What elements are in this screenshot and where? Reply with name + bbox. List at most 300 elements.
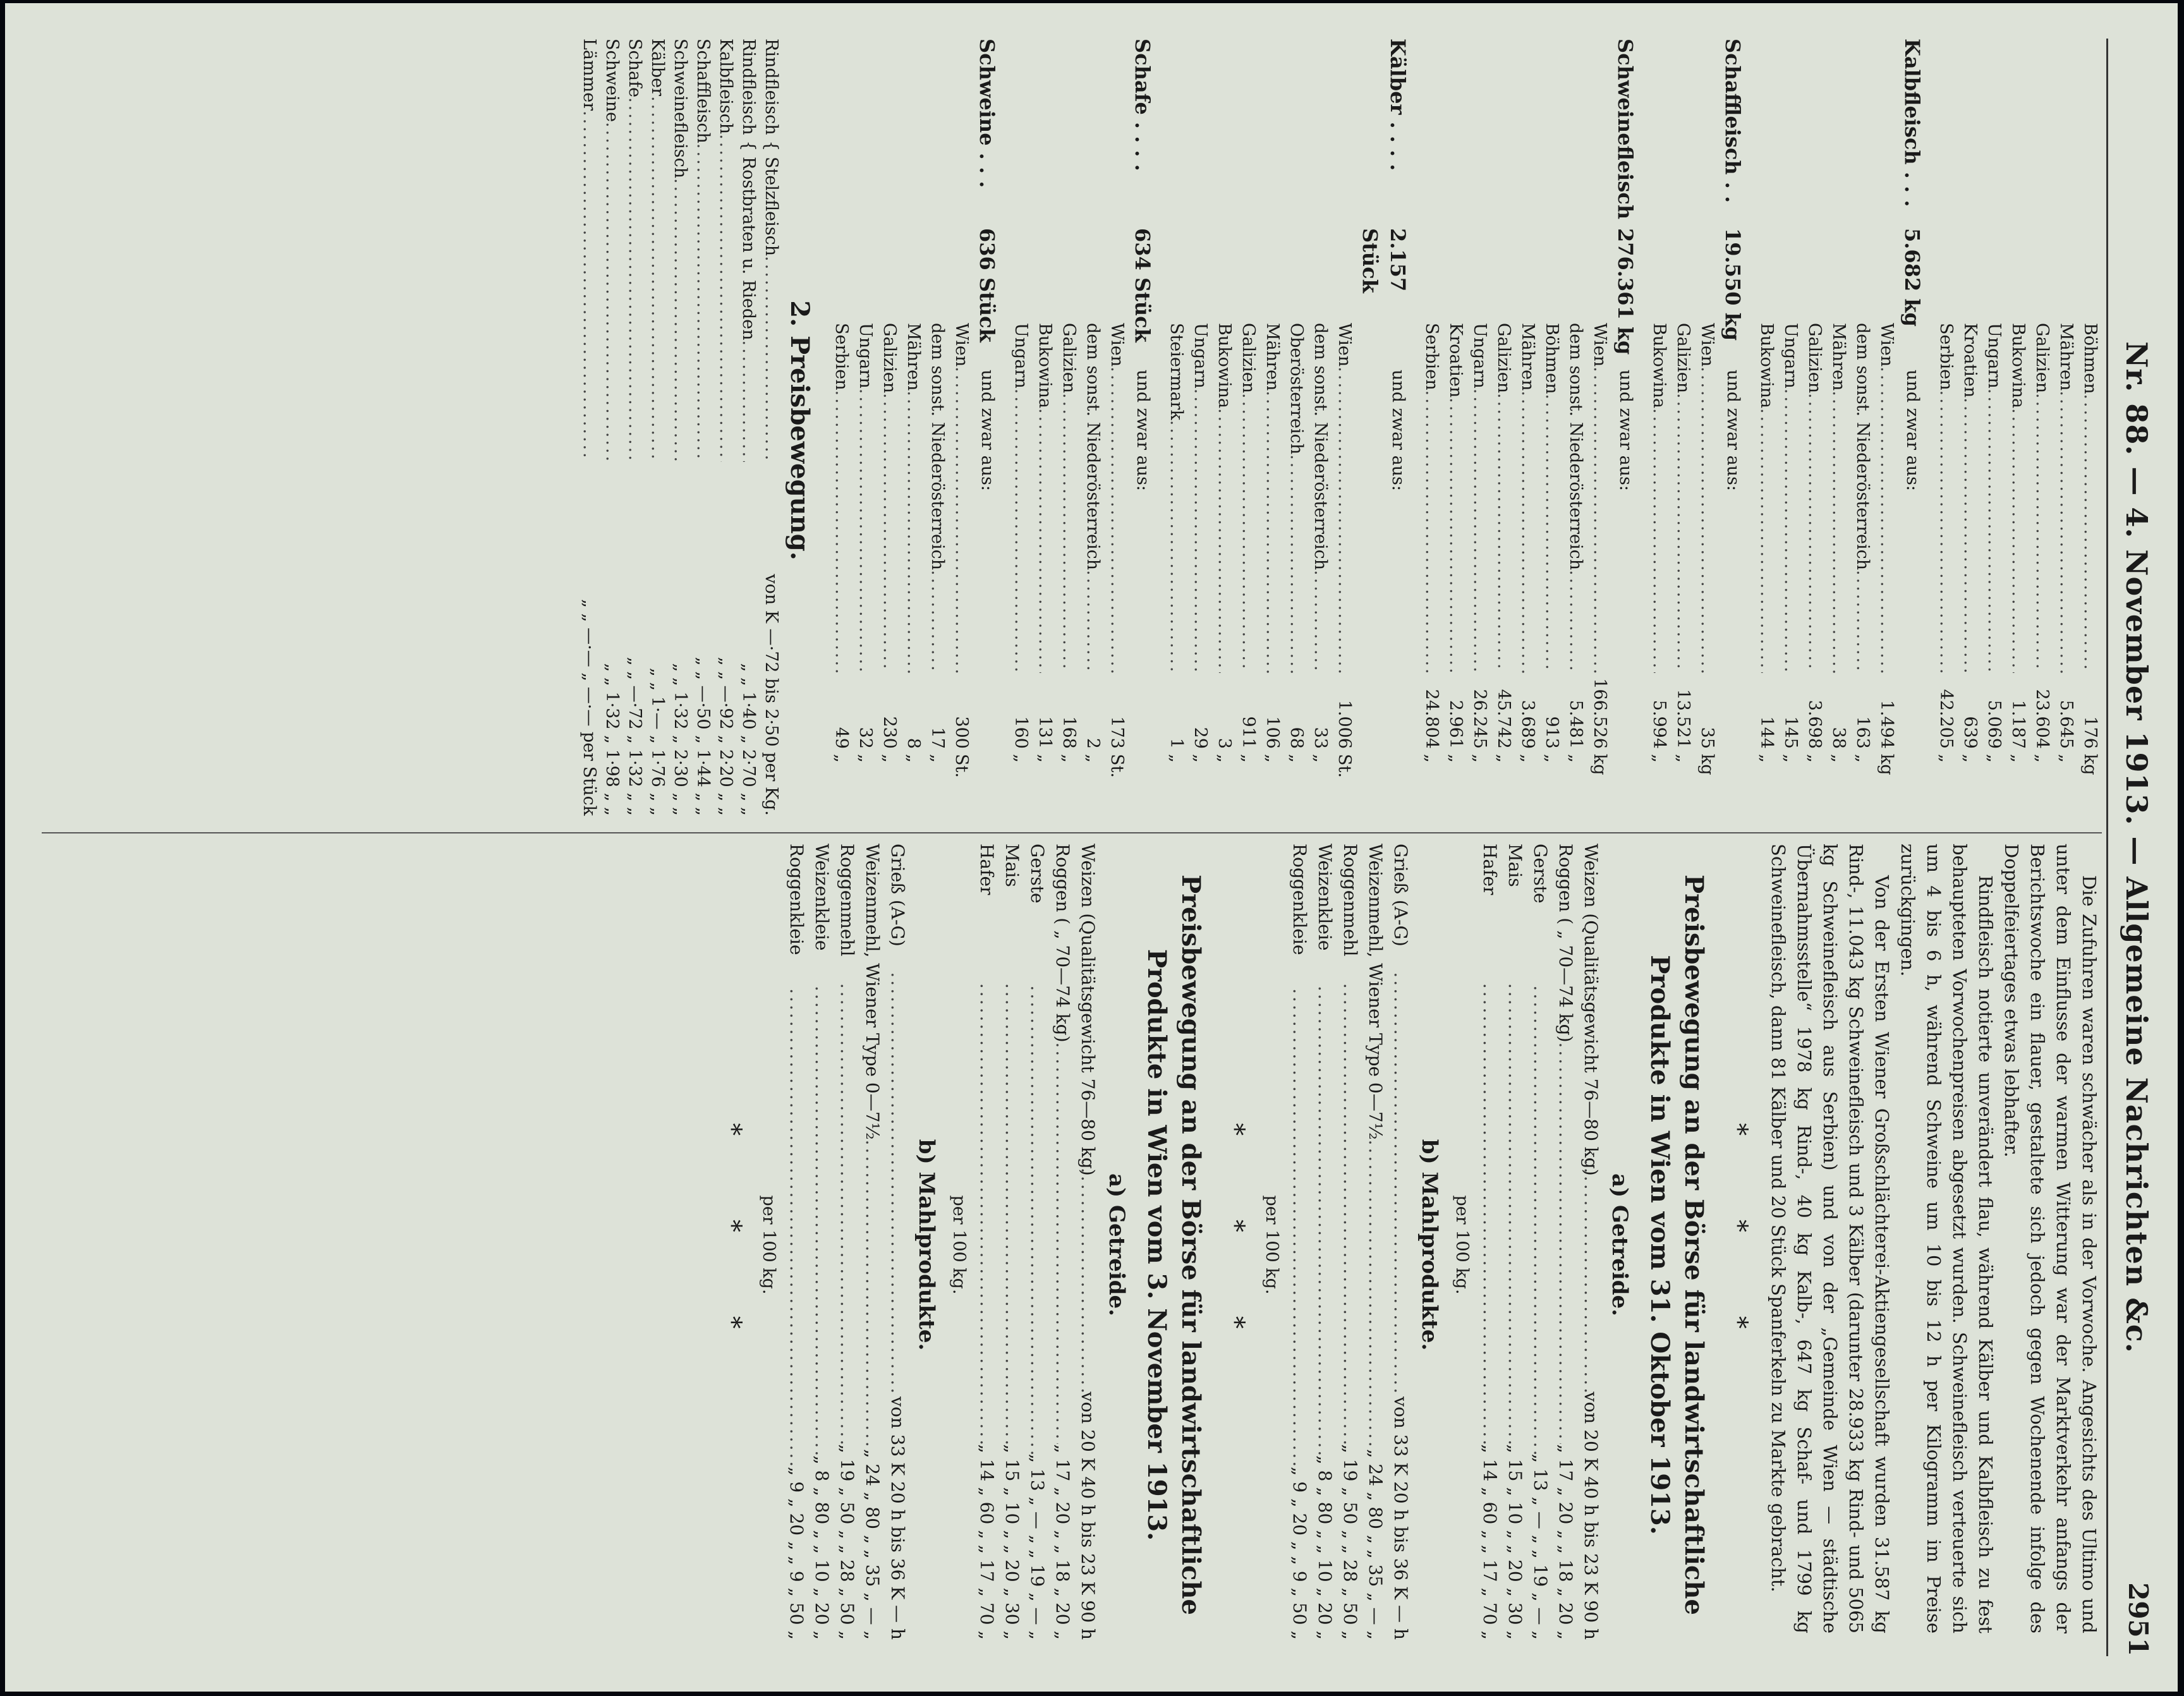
leader-dots	[999, 983, 1024, 1444]
leader-dots	[853, 389, 877, 673]
leader-dots	[1081, 570, 1105, 673]
price-item: Rindfleisch { Rostbraten u. Rieden	[739, 39, 758, 341]
product-name: Grieß (A-G)	[887, 844, 908, 947]
product-name: Weizen (Qualitätsgewicht 76—80 kg)	[1580, 844, 1601, 1176]
price-range: „ „ 1·32 „ 1·98 „ „	[602, 663, 622, 816]
leader-dots	[1105, 366, 1129, 673]
origin-name: Kroatien	[1960, 323, 1980, 398]
leader-dots	[1874, 366, 1898, 673]
leader-dots	[1057, 393, 1081, 673]
origin-row	[2030, 323, 2054, 784]
product-name: Mais	[1505, 844, 1526, 887]
leader-dots	[1312, 986, 1337, 1455]
origin-row	[1647, 323, 1671, 784]
origin-amount: 1.187	[2008, 700, 2028, 749]
product-name: Weizenkleie	[1314, 844, 1335, 951]
commodity-total: 19.550 kg	[1721, 228, 1745, 341]
price-row	[578, 39, 600, 822]
supply-group	[1647, 39, 1747, 822]
leader-dots	[1934, 391, 1958, 673]
leader-dots	[2078, 394, 2102, 673]
origin-amount: 300	[952, 716, 971, 749]
origin-row	[1188, 323, 1212, 784]
price-range: „ „ —·72 „ 1·32 „ „	[625, 657, 645, 816]
origin-name: Mähren	[1263, 323, 1282, 391]
leader-dots	[1754, 408, 1778, 673]
origin-amount: 23.604	[2032, 689, 2052, 749]
price-row	[691, 39, 714, 822]
origin-amount: 166.526	[1590, 678, 1610, 749]
origin-unit: „	[1566, 754, 1586, 763]
origin-name: Kroatien	[1446, 323, 1465, 398]
origin-unit: „	[1984, 754, 2004, 763]
product-price: „ 13 „ — „ „ 19 „ — „	[1530, 1453, 1551, 1640]
supply-group-header	[1611, 39, 1639, 822]
origin-unit: „	[1470, 754, 1489, 763]
origin-unit: „	[880, 754, 899, 763]
origin-row	[1850, 323, 1874, 784]
origin-unit: kg	[1697, 754, 1717, 775]
origin-amount: 5.994	[1649, 700, 1669, 749]
origin-name: dem sonst. Niederösterreich	[1311, 323, 1330, 571]
leader-dots	[1477, 983, 1502, 1444]
product-price: „ 9 „ 20 „ „ 9 „ 50 „	[786, 1466, 807, 1640]
separator-stars: * * *	[1723, 1123, 1752, 1367]
leader-dots	[714, 134, 737, 462]
origin-unit: „	[1518, 754, 1538, 763]
origin-list	[1164, 323, 1356, 784]
product-price: von 33 K 20 h bis 36 K — h	[1390, 1396, 1411, 1640]
origin-row	[1081, 323, 1105, 784]
origin-amount: 3.698	[1805, 700, 1824, 749]
price-item: Kalbfleisch	[716, 39, 736, 135]
origin-unit: „	[1167, 754, 1186, 763]
header-rule	[2106, 39, 2108, 1656]
unit-note: per 100 kg.	[759, 1195, 779, 1295]
origin-row	[949, 323, 973, 784]
right-column	[42, 844, 2102, 1646]
origin-amount: 1	[1167, 737, 1186, 749]
origin-unit: „	[1649, 754, 1669, 763]
origin-unit: „	[1781, 754, 1800, 763]
supply-group-header	[1719, 39, 1747, 822]
leader-dots	[1527, 985, 1553, 1453]
origin-row	[1236, 323, 1260, 784]
price-item: Schafe	[625, 39, 645, 98]
origin-amount: 1.006	[1335, 700, 1354, 749]
exchange-price-row	[1050, 844, 1075, 1646]
leader-dots	[1553, 1043, 1578, 1445]
origin-amount: 17	[928, 727, 947, 749]
exchange-price-row	[1477, 844, 1502, 1646]
product-price: „ 8 „ 80 „ „ 10 „ 20 „	[1314, 1455, 1335, 1640]
exchange-report-title-oct31: Preisbewegung an der Börse für landwirtschaftliche Produkte in Wien vom 31. Oktober 1913.	[1645, 875, 1709, 1615]
origin-amount: 173	[1107, 716, 1127, 749]
exchange-price-row	[1553, 844, 1578, 1646]
leader-dots	[834, 983, 859, 1444]
leader-dots	[623, 97, 646, 462]
leader-dots	[1958, 397, 1982, 673]
product-price: „ 15 „ 10 „ „ 20 „ 30 „	[1002, 1444, 1022, 1640]
product-name: Roggen ( „ 70—74 kg)	[1555, 844, 1576, 1043]
origin-amount: 2	[1083, 737, 1103, 749]
market-report-paragraph-3: Von der Ersten Wiener Großschlächterei-Aktiengesellschaft wurden 31.587 kg Rind-, 11.043 kg Schweinefleisch und 3 Kälber (darunter 28.933 kg Rind- und 5065 kg Schweinefleisch aus Serbien) und von der „Gemeinde Wien — städtische Übernahmsstelle“ 1978 kg Rind-, 40 kg Kalb-, 647 kg Schaf- und 1799 kg Schweinefleisch, dann 81 Kälber und 20 Stück Spanferkeln zu Markte gebracht.	[1768, 844, 1893, 1633]
origin-row	[1308, 323, 1332, 784]
origin-unit: „	[1829, 754, 1848, 763]
product-price: „ 9 „ 20 „ „ 9 „ 50 „	[1289, 1466, 1310, 1640]
origin-unit: „	[1287, 754, 1306, 763]
origin-amount: 2.961	[1446, 700, 1465, 749]
origin-name: Wien	[1697, 323, 1717, 367]
supply-group	[1419, 39, 1639, 822]
origin-unit: „	[1757, 754, 1776, 763]
leader-dots	[1284, 454, 1308, 673]
origin-name: Böhmen	[2080, 323, 2100, 394]
product-price: von 20 K 40 h bis 23 K 90 h	[1077, 1391, 1098, 1640]
product-name: Roggenmehl	[1340, 844, 1361, 957]
leader-dots	[1419, 391, 1443, 673]
origin-unit: St.	[952, 754, 971, 778]
product-price: „ 14 „ 60 „ „ 17 „ 70 „	[1479, 1444, 1500, 1640]
column-divider	[42, 832, 2102, 833]
origin-amount: 35	[1697, 727, 1717, 749]
leader-dots	[2054, 391, 2078, 673]
left-column	[42, 39, 2102, 822]
origin-row	[1671, 323, 1695, 784]
price-range: „ „ 1·40 „ 2·70 „ „	[739, 663, 758, 816]
unit-note: per 100 kg.	[1262, 1195, 1282, 1295]
origin-row	[1164, 323, 1188, 784]
mill-products-subheading-oct31: b) Mahlprodukte.	[1417, 1139, 1442, 1351]
origin-unit: „	[2008, 754, 2028, 763]
origin-amount: 913	[1542, 716, 1562, 749]
origin-unit: „	[1083, 754, 1103, 763]
origin-name: Bukowina	[2008, 323, 2028, 409]
price-range: von K —·72 bis 2·50 per Kg.	[761, 574, 781, 816]
origin-unit: St.	[1335, 754, 1354, 778]
grain-prices-oct31	[1477, 844, 1603, 1646]
origin-amount: 8	[904, 737, 923, 749]
exchange-price-row	[1502, 844, 1527, 1646]
product-price: „ 14 „ 60 „ „ 17 „ 70 „	[976, 1444, 997, 1640]
origin-amount: 160	[1011, 716, 1031, 749]
origin-name: Galizien	[2032, 323, 2052, 394]
origin-intro: und zwar aus:	[978, 370, 997, 492]
origin-name: Mähren	[1518, 323, 1538, 391]
leader-dots	[1578, 1160, 1603, 1392]
exchange-price-row	[784, 844, 809, 1646]
grain-prices-nov3	[974, 844, 1100, 1646]
origin-list	[1647, 323, 1719, 784]
commodity-total: 276.361 kg	[1613, 228, 1637, 355]
leader-dots	[877, 393, 901, 673]
product-name: Gerste	[1027, 844, 1048, 904]
origin-amount: 3.689	[1518, 700, 1538, 749]
commodity-total: 636 Stück	[975, 228, 999, 342]
commodity-total: 5.682 kg	[1900, 228, 1924, 327]
origin-list	[1009, 323, 1129, 784]
exchange-price-row	[999, 844, 1024, 1646]
product-name: Hafer	[1479, 844, 1500, 895]
origin-row	[1491, 323, 1515, 784]
price-item: Kälber	[648, 39, 667, 97]
origin-row	[853, 323, 877, 784]
origin-row	[1874, 323, 1898, 784]
origin-unit: „	[904, 754, 923, 763]
origin-amount: 33	[1311, 727, 1330, 749]
origin-unit: „	[2056, 754, 2076, 763]
rotated-page-content	[5, 3, 2178, 1692]
continued-origin-list	[1934, 323, 2102, 784]
leader-dots	[600, 122, 623, 462]
product-name: Weizen (Qualitätsgewicht 76—80 kg)	[1077, 844, 1098, 1176]
product-price: „ 24 „ 80 „ „ 35 „ — „	[862, 1448, 883, 1640]
leader-dots	[1337, 983, 1362, 1444]
origin-name: Mähren	[2056, 323, 2076, 391]
leader-dots	[1850, 570, 1874, 673]
origin-row	[1982, 323, 2006, 784]
leader-dots	[1826, 391, 1850, 673]
separator-stars: * * *	[1220, 1123, 1249, 1367]
exchange-price-row	[974, 844, 999, 1646]
page-header	[2109, 39, 2166, 1656]
price-row	[737, 39, 760, 822]
commodity-label: Kalbfleisch . . .	[1900, 39, 1924, 207]
supply-group	[1754, 39, 1926, 822]
supply-group-header	[1129, 39, 1156, 822]
origin-intro: und zwar aus:	[1388, 370, 1408, 492]
grain-subheading-oct31: a) Getreide.	[1607, 1173, 1632, 1317]
price-range: „ „ 1·— „ 1·76 „ „	[648, 667, 667, 816]
product-name: Roggenkleie	[786, 844, 807, 955]
origin-unit: „	[1422, 754, 1441, 763]
origin-amount: 1.494	[1877, 700, 1896, 749]
origin-row	[1033, 323, 1057, 784]
origin-amount: 24.804	[1422, 689, 1441, 749]
origin-unit: „	[1263, 754, 1282, 763]
leader-dots	[1287, 988, 1312, 1467]
commodity-label: Schafe . . . .	[1131, 39, 1155, 171]
origin-unit: kg	[2080, 754, 2100, 775]
supply-group-header	[1898, 39, 1926, 822]
price-movement-heading: 2. Preisbewegung.	[785, 300, 815, 560]
exchange-price-row	[1527, 844, 1553, 1646]
origin-name: Ungarn	[856, 323, 875, 389]
origin-amount: 168	[1059, 716, 1079, 749]
product-name: Gerste	[1530, 844, 1551, 904]
leader-dots	[578, 111, 600, 462]
price-item: Rindfleisch { Stelzfleisch	[761, 39, 781, 257]
page-number: 2951	[2123, 1582, 2154, 1656]
origin-amount: 32	[856, 727, 875, 749]
product-name: Roggenkleie	[1289, 844, 1310, 955]
leader-dots	[1587, 366, 1611, 673]
mill-product-prices-oct31	[1287, 844, 1413, 1646]
product-price: „ 19 „ 50 „ „ 28 „ 50 „	[837, 1444, 858, 1640]
separator-stars: * * *	[717, 1123, 746, 1367]
origin-row	[1105, 323, 1129, 784]
leader-dots	[1539, 394, 1563, 673]
leader-dots	[1362, 1140, 1388, 1449]
price-range: „ „ —·— „ —·— per Stück	[579, 598, 599, 816]
commodity-total: 634 Stück	[1131, 228, 1155, 342]
leader-dots	[1515, 391, 1539, 673]
supply-group	[1164, 39, 1412, 822]
origin-row	[1419, 323, 1443, 784]
origin-amount: 163	[1853, 716, 1872, 749]
origin-name: Wien	[1590, 323, 1610, 367]
origin-amount: 5.481	[1566, 700, 1586, 749]
origin-unit: kg	[1590, 754, 1610, 775]
origin-amount: 639	[1960, 716, 1980, 749]
mill-products-subheading-nov3: b) Mahlprodukte.	[914, 1139, 939, 1351]
origin-unit: „	[1059, 754, 1079, 763]
product-price: „ 24 „ 80 „ „ 35 „ — „	[1365, 1448, 1386, 1640]
origin-name: Ungarn	[1781, 323, 1800, 389]
origin-row	[1563, 323, 1587, 784]
price-item: Schweinefleisch	[670, 39, 690, 179]
leader-dots	[784, 988, 809, 1467]
product-price: von 20 K 40 h bis 23 K 90 h	[1580, 1391, 1601, 1640]
exchange-price-row	[1337, 844, 1362, 1646]
leader-dots	[2006, 408, 2030, 673]
origin-amount: 13.521	[1673, 689, 1693, 749]
origin-name: Galizien	[1494, 323, 1514, 394]
origin-row	[1802, 323, 1826, 784]
leader-dots	[1024, 985, 1050, 1453]
product-price: „ 17 „ 20 „ „ 18 „ 20 „	[1052, 1444, 1073, 1640]
origin-row	[1958, 323, 1982, 784]
grain-subheading-nov3: a) Getreide.	[1104, 1173, 1129, 1317]
origin-name: Galizien	[1673, 323, 1693, 394]
exchange-price-row	[1287, 844, 1312, 1646]
origin-row	[877, 323, 901, 784]
leader-dots	[1491, 393, 1515, 673]
origin-unit: „	[1542, 754, 1562, 763]
origin-row	[829, 323, 853, 784]
price-movement-table	[578, 39, 782, 822]
origin-intro: und zwar aus:	[1903, 370, 1922, 492]
exchange-price-row	[809, 844, 834, 1646]
origin-name: Wien	[952, 323, 971, 367]
origin-amount: 106	[1263, 716, 1282, 749]
origin-unit: „	[832, 754, 851, 763]
leader-dots	[1075, 1160, 1100, 1392]
price-row	[600, 39, 623, 822]
origin-unit: kg	[1877, 754, 1896, 775]
leader-dots	[1260, 391, 1284, 673]
leader-dots	[1164, 420, 1188, 673]
exchange-price-row	[885, 844, 910, 1646]
origin-name: Wien	[1335, 323, 1354, 367]
leader-dots	[1308, 570, 1332, 673]
origin-amount: 3	[1215, 737, 1234, 749]
leader-dots	[1009, 389, 1033, 673]
leader-dots	[974, 983, 999, 1444]
supply-group	[1009, 39, 1156, 822]
leader-dots	[1695, 366, 1719, 673]
origin-name: Galizien	[1059, 323, 1079, 394]
leader-dots	[2030, 393, 2054, 673]
exchange-price-row	[859, 844, 885, 1646]
exchange-price-row	[1024, 844, 1050, 1646]
product-name: Grieß (A-G)	[1390, 844, 1411, 947]
origin-intro: und zwar aus:	[1723, 370, 1743, 492]
origin-amount: 5.645	[2056, 700, 2076, 749]
leader-dots	[1647, 408, 1671, 673]
origin-amount: 230	[880, 716, 899, 749]
market-report-paragraph-1: Die Zufuhren waren schwächer als in der Vorwoche. Angesichts des Ultimo und unter dem Einflusse der warmen Witterung war der Marktverkehr anfangs der Berichtswoche ein flauer, gestaltete sich jedoch gegen Wochenende infolge des Doppelfeiertages etwas lebhafter.	[2001, 844, 2100, 1633]
origin-row	[1443, 323, 1467, 784]
leader-dots	[859, 1140, 885, 1449]
origin-name: dem sonst. Niederösterreich	[928, 323, 947, 571]
leader-dots	[1236, 393, 1260, 673]
leader-dots	[901, 391, 925, 673]
origin-amount: 38	[1829, 727, 1848, 749]
leader-dots	[1212, 408, 1236, 673]
origin-intro: und zwar aus:	[1133, 370, 1153, 492]
leader-dots	[1563, 570, 1587, 673]
origin-list	[1754, 323, 1898, 784]
origin-unit: „	[1853, 754, 1872, 763]
leader-dots	[1332, 366, 1356, 673]
leader-dots	[1188, 389, 1212, 673]
origin-unit: „	[1446, 754, 1465, 763]
origin-name: Galizien	[880, 323, 899, 394]
origin-row	[2006, 323, 2030, 784]
origin-row	[1212, 323, 1236, 784]
origin-row	[1515, 323, 1539, 784]
commodity-label: Schweine . . .	[975, 39, 999, 188]
origin-name: Ungarn	[1984, 323, 2004, 389]
origin-name: Oberösterreich	[1287, 323, 1306, 455]
leader-dots	[1982, 389, 2006, 673]
origin-row	[1695, 323, 1719, 784]
price-range: „ „ —·50 „ 1·44 „ „	[693, 657, 713, 816]
leader-dots	[691, 143, 714, 462]
page-header-title: Nr. 88. — 4. November 1913. — Allgemeine Nachrichten &c.	[2120, 341, 2154, 1354]
price-row	[760, 39, 782, 822]
leader-dots	[1502, 983, 1527, 1444]
origin-amount: 26.245	[1470, 689, 1489, 749]
product-name: Weizenkleie	[811, 844, 832, 951]
product-name: Weizenmehl, Wiener Type 0—7½	[862, 844, 883, 1140]
exchange-report-title-nov3: Preisbewegung an der Börse für landwirtschaftliche Produkte in Wien vom 3. November 1913.	[1142, 875, 1206, 1615]
leader-dots	[1443, 397, 1467, 673]
product-name: Weizenmehl, Wiener Type 0—7½	[1365, 844, 1386, 1140]
price-range: „ „ —·92 „ 2·20 „ „	[716, 657, 736, 816]
product-name: Roggenmehl	[837, 844, 858, 957]
origin-list	[829, 323, 973, 784]
origin-row	[1778, 323, 1802, 784]
origin-unit: „	[1936, 754, 1956, 763]
origin-list	[1419, 323, 1611, 784]
origin-name: Serbien	[832, 323, 851, 391]
mill-product-prices-nov3	[784, 844, 910, 1646]
commodity-label: Kälber . . . .	[1386, 39, 1410, 171]
product-name: Roggen ( „ 70—74 kg)	[1052, 844, 1073, 1043]
origin-row	[1009, 323, 1033, 784]
unit-note: per 100 kg.	[949, 1195, 969, 1295]
origin-row	[901, 323, 925, 784]
origin-amount: 144	[1757, 716, 1776, 749]
product-price: „ 8 „ 80 „ „ 10 „ 20 „	[811, 1455, 832, 1640]
product-price: „ 19 „ 50 „ „ 28 „ 50 „	[1340, 1444, 1361, 1640]
origin-amount: 49	[832, 727, 851, 749]
origin-unit: St.	[1107, 754, 1127, 778]
leader-dots	[760, 256, 782, 462]
origin-name: Wien	[1877, 323, 1896, 367]
